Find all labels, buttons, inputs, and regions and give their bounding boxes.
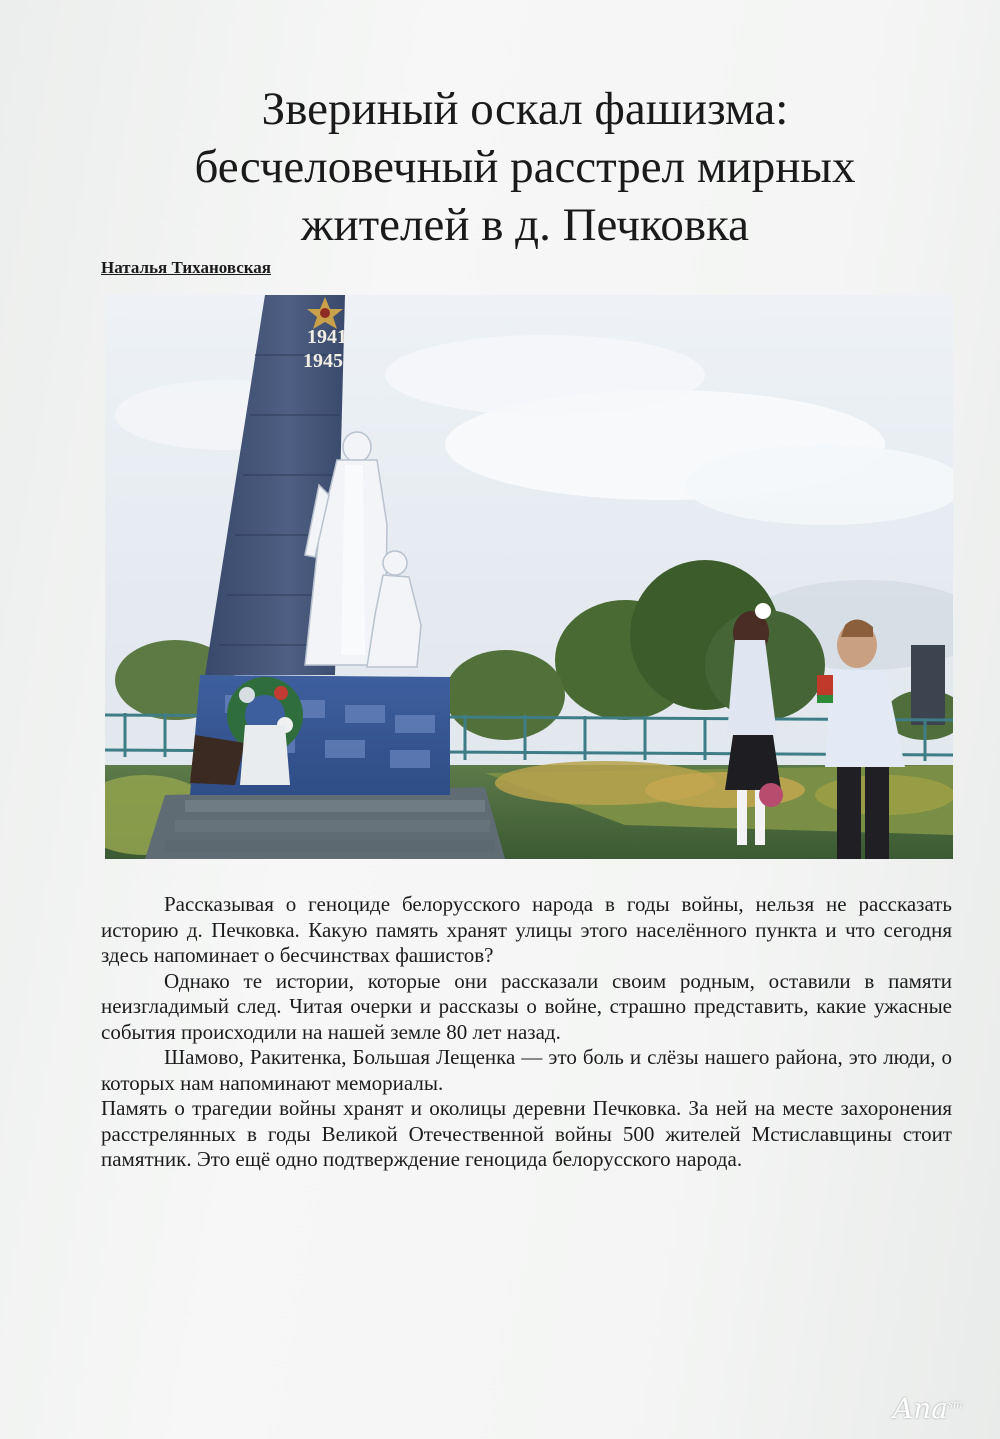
- article-paragraph-1: Рассказывая о геноциде белорусского народа в годы войны, нельзя не рассказать историю д. Печковка. Какую память хранят улицы этого населённого пункта и что сегодня здесь напоминает о бесчинствах фашистов?: [101, 892, 952, 967]
- title-line-1: Звериный оскал фашизма:: [261, 83, 789, 135]
- title-line-3: жителей в д. Печковка: [301, 199, 749, 251]
- article-paragraph-2: Однако те истории, которые они рассказали своим родным, оставили в памяти неизгладимый след. Читая очерки и рассказы о войне, страшно представить, какие ужасные события происходили на нашей земле 80 лет назад.: [101, 968, 952, 1044]
- article-title: [110, 80, 940, 254]
- article-author: Наталья Тихановская: [101, 258, 271, 277]
- article-body: [101, 892, 952, 1173]
- article-paragraph-3: Шамово, Ракитенка, Большая Лещенка — это боль и слёзы нашего района, это люди, о которых нам напоминают мемориалы.: [101, 1045, 952, 1095]
- article-paragraph-4: Память о трагедии войны хранят и околицы деревни Печковка. За ней на месте захоронения расстрелянных в годы Великой Отечественной войны 500 жителей Мстиславщины стоит памятник. Это ещё одно подтверждение геноцида белорусского народа.: [101, 1096, 952, 1171]
- watermark-text: Ana: [893, 1392, 948, 1425]
- watermark-signature: [893, 1392, 963, 1425]
- watermark-sup: sm: [947, 1399, 963, 1411]
- memorial-photo-illustration: [105, 295, 953, 859]
- memorial-photo: [105, 295, 953, 859]
- title-line-2: бесчеловечный расстрел мирных: [194, 141, 856, 193]
- monument-year-start: 1941-: [307, 326, 354, 348]
- monument-year-end: 1945: [303, 350, 343, 372]
